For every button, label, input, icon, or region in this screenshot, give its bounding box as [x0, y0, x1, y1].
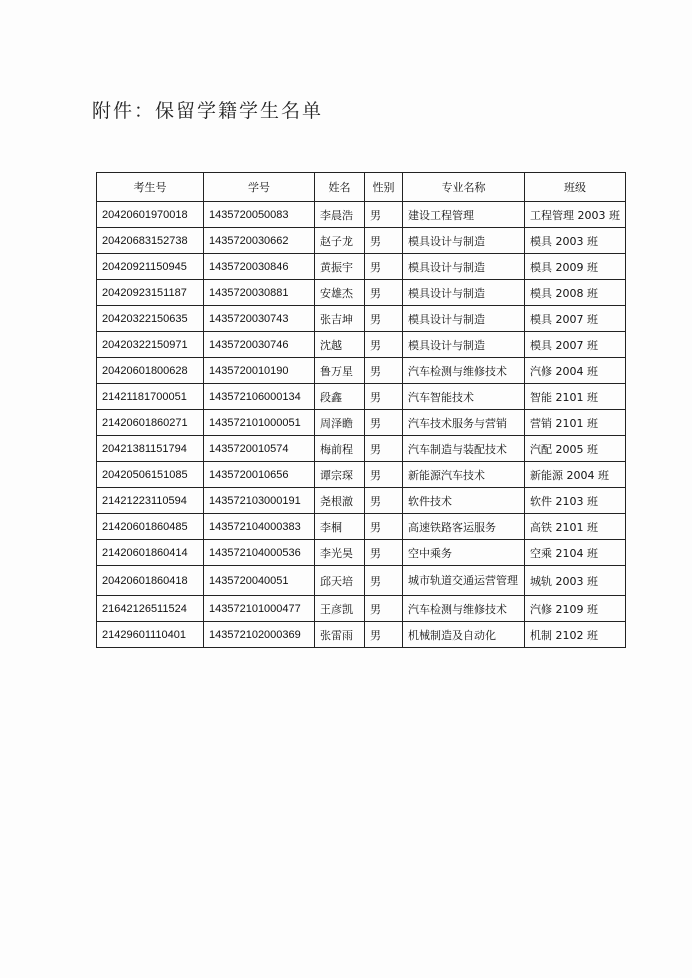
name-cell: 梅前程	[315, 436, 365, 462]
class-cell: 模具 2003 班	[525, 228, 626, 254]
table-row	[97, 514, 626, 540]
table-row	[97, 202, 626, 228]
gender-cell: 男	[365, 306, 403, 332]
major-cell: 新能源汽车技术	[403, 462, 525, 488]
name-cell: 沈越	[315, 332, 365, 358]
student-id-cell: 143572106000134	[204, 384, 315, 410]
class-cell: 汽配 2005 班	[525, 436, 626, 462]
class-cell: 城轨 2003 班	[525, 566, 626, 596]
name-cell: 鲁万星	[315, 358, 365, 384]
class-cell: 模具 2007 班	[525, 332, 626, 358]
major-cell: 模具设计与制造	[403, 228, 525, 254]
name-cell: 邱天培	[315, 566, 365, 596]
header-gender: 性别	[365, 173, 403, 202]
gender-cell: 男	[365, 254, 403, 280]
major-cell: 模具设计与制造	[403, 306, 525, 332]
header-major: 专业名称	[403, 173, 525, 202]
page-title: 附件：保留学籍学生名单	[92, 100, 324, 122]
gender-cell: 男	[365, 540, 403, 566]
exam-number-cell: 20420921150945	[97, 254, 204, 280]
major-cell: 模具设计与制造	[403, 254, 525, 280]
exam-number-cell: 20420506151085	[97, 462, 204, 488]
header-exam-number: 考生号	[97, 173, 204, 202]
table-row	[97, 436, 626, 462]
class-cell: 空乘 2104 班	[525, 540, 626, 566]
name-cell: 谭宗琛	[315, 462, 365, 488]
major-cell: 机械制造及自动化	[403, 622, 525, 648]
name-cell: 赵子龙	[315, 228, 365, 254]
student-id-cell: 1435720030662	[204, 228, 315, 254]
major-cell: 汽车检测与维修技术	[403, 358, 525, 384]
class-cell: 汽修 2109 班	[525, 596, 626, 622]
gender-cell: 男	[365, 228, 403, 254]
gender-cell: 男	[365, 566, 403, 596]
table-row	[97, 384, 626, 410]
class-cell: 高铁 2101 班	[525, 514, 626, 540]
major-cell: 空中乘务	[403, 540, 525, 566]
name-cell: 张吉坤	[315, 306, 365, 332]
class-cell: 汽修 2004 班	[525, 358, 626, 384]
student-id-cell: 1435720010190	[204, 358, 315, 384]
student-id-cell: 1435720010656	[204, 462, 315, 488]
student-id-cell: 1435720010574	[204, 436, 315, 462]
major-cell: 汽车技术服务与营销	[403, 410, 525, 436]
student-id-cell: 143572101000477	[204, 596, 315, 622]
exam-number-cell: 20420601800628	[97, 358, 204, 384]
header-student-id: 学号	[204, 173, 315, 202]
table-row	[97, 332, 626, 358]
student-roster-table	[96, 172, 626, 648]
table-row	[97, 596, 626, 622]
class-cell: 机制 2102 班	[525, 622, 626, 648]
gender-cell: 男	[365, 514, 403, 540]
name-cell: 李晨浩	[315, 202, 365, 228]
major-cell: 模具设计与制造	[403, 332, 525, 358]
table-row	[97, 488, 626, 514]
table-row	[97, 622, 626, 648]
class-cell: 模具 2008 班	[525, 280, 626, 306]
exam-number-cell: 20420923151187	[97, 280, 204, 306]
table-row	[97, 410, 626, 436]
class-cell: 软件 2103 班	[525, 488, 626, 514]
gender-cell: 男	[365, 280, 403, 306]
student-id-cell: 143572104000536	[204, 540, 315, 566]
major-cell: 建设工程管理	[403, 202, 525, 228]
gender-cell: 男	[365, 358, 403, 384]
exam-number-cell: 20420601860418	[97, 566, 204, 596]
major-cell: 汽车制造与装配技术	[403, 436, 525, 462]
exam-number-cell: 21420601860271	[97, 410, 204, 436]
header-class: 班级	[525, 173, 626, 202]
student-id-cell: 1435720030881	[204, 280, 315, 306]
name-cell: 周泽瞻	[315, 410, 365, 436]
student-id-cell: 143572103000191	[204, 488, 315, 514]
gender-cell: 男	[365, 462, 403, 488]
exam-number-cell: 21421223110594	[97, 488, 204, 514]
exam-number-cell: 20421381151794	[97, 436, 204, 462]
table-body	[97, 202, 626, 648]
class-cell: 模具 2009 班	[525, 254, 626, 280]
class-cell: 模具 2007 班	[525, 306, 626, 332]
table-row	[97, 306, 626, 332]
name-cell: 李桐	[315, 514, 365, 540]
table-header	[97, 173, 626, 202]
name-cell: 黄振宇	[315, 254, 365, 280]
class-cell: 工程管理 2003 班	[525, 202, 626, 228]
exam-number-cell: 21642126511524	[97, 596, 204, 622]
header-name: 姓名	[315, 173, 365, 202]
table-row	[97, 228, 626, 254]
exam-number-cell: 21429601110401	[97, 622, 204, 648]
gender-cell: 男	[365, 622, 403, 648]
name-cell: 安雄杰	[315, 280, 365, 306]
class-cell: 新能源 2004 班	[525, 462, 626, 488]
gender-cell: 男	[365, 384, 403, 410]
table-row	[97, 358, 626, 384]
table-row	[97, 462, 626, 488]
student-id-cell: 1435720040051	[204, 566, 315, 596]
major-cell: 模具设计与制造	[403, 280, 525, 306]
student-id-cell: 143572102000369	[204, 622, 315, 648]
student-id-cell: 1435720030746	[204, 332, 315, 358]
gender-cell: 男	[365, 488, 403, 514]
student-id-cell: 143572101000051	[204, 410, 315, 436]
student-id-cell: 1435720030846	[204, 254, 315, 280]
exam-number-cell: 21420601860485	[97, 514, 204, 540]
name-cell: 张雷雨	[315, 622, 365, 648]
student-id-cell: 1435720030743	[204, 306, 315, 332]
exam-number-cell: 20420322150635	[97, 306, 204, 332]
student-id-cell: 1435720050083	[204, 202, 315, 228]
exam-number-cell: 21421181700051	[97, 384, 204, 410]
name-cell: 尧根澈	[315, 488, 365, 514]
name-cell: 李光昊	[315, 540, 365, 566]
table-row	[97, 566, 626, 596]
gender-cell: 男	[365, 202, 403, 228]
name-cell: 段鑫	[315, 384, 365, 410]
class-cell: 营销 2101 班	[525, 410, 626, 436]
major-cell: 汽车智能技术	[403, 384, 525, 410]
gender-cell: 男	[365, 596, 403, 622]
class-cell: 智能 2101 班	[525, 384, 626, 410]
gender-cell: 男	[365, 436, 403, 462]
major-cell: 城市轨道交通运营管理	[403, 566, 525, 596]
exam-number-cell: 20420683152738	[97, 228, 204, 254]
exam-number-cell: 20420601970018	[97, 202, 204, 228]
exam-number-cell: 20420322150971	[97, 332, 204, 358]
table-row	[97, 280, 626, 306]
student-id-cell: 143572104000383	[204, 514, 315, 540]
table-row	[97, 540, 626, 566]
exam-number-cell: 21420601860414	[97, 540, 204, 566]
gender-cell: 男	[365, 332, 403, 358]
major-cell: 汽车检测与维修技术	[403, 596, 525, 622]
major-cell: 高速铁路客运服务	[403, 514, 525, 540]
gender-cell: 男	[365, 410, 403, 436]
table-row	[97, 254, 626, 280]
major-cell: 软件技术	[403, 488, 525, 514]
header-row	[97, 173, 626, 202]
name-cell: 王彦凯	[315, 596, 365, 622]
